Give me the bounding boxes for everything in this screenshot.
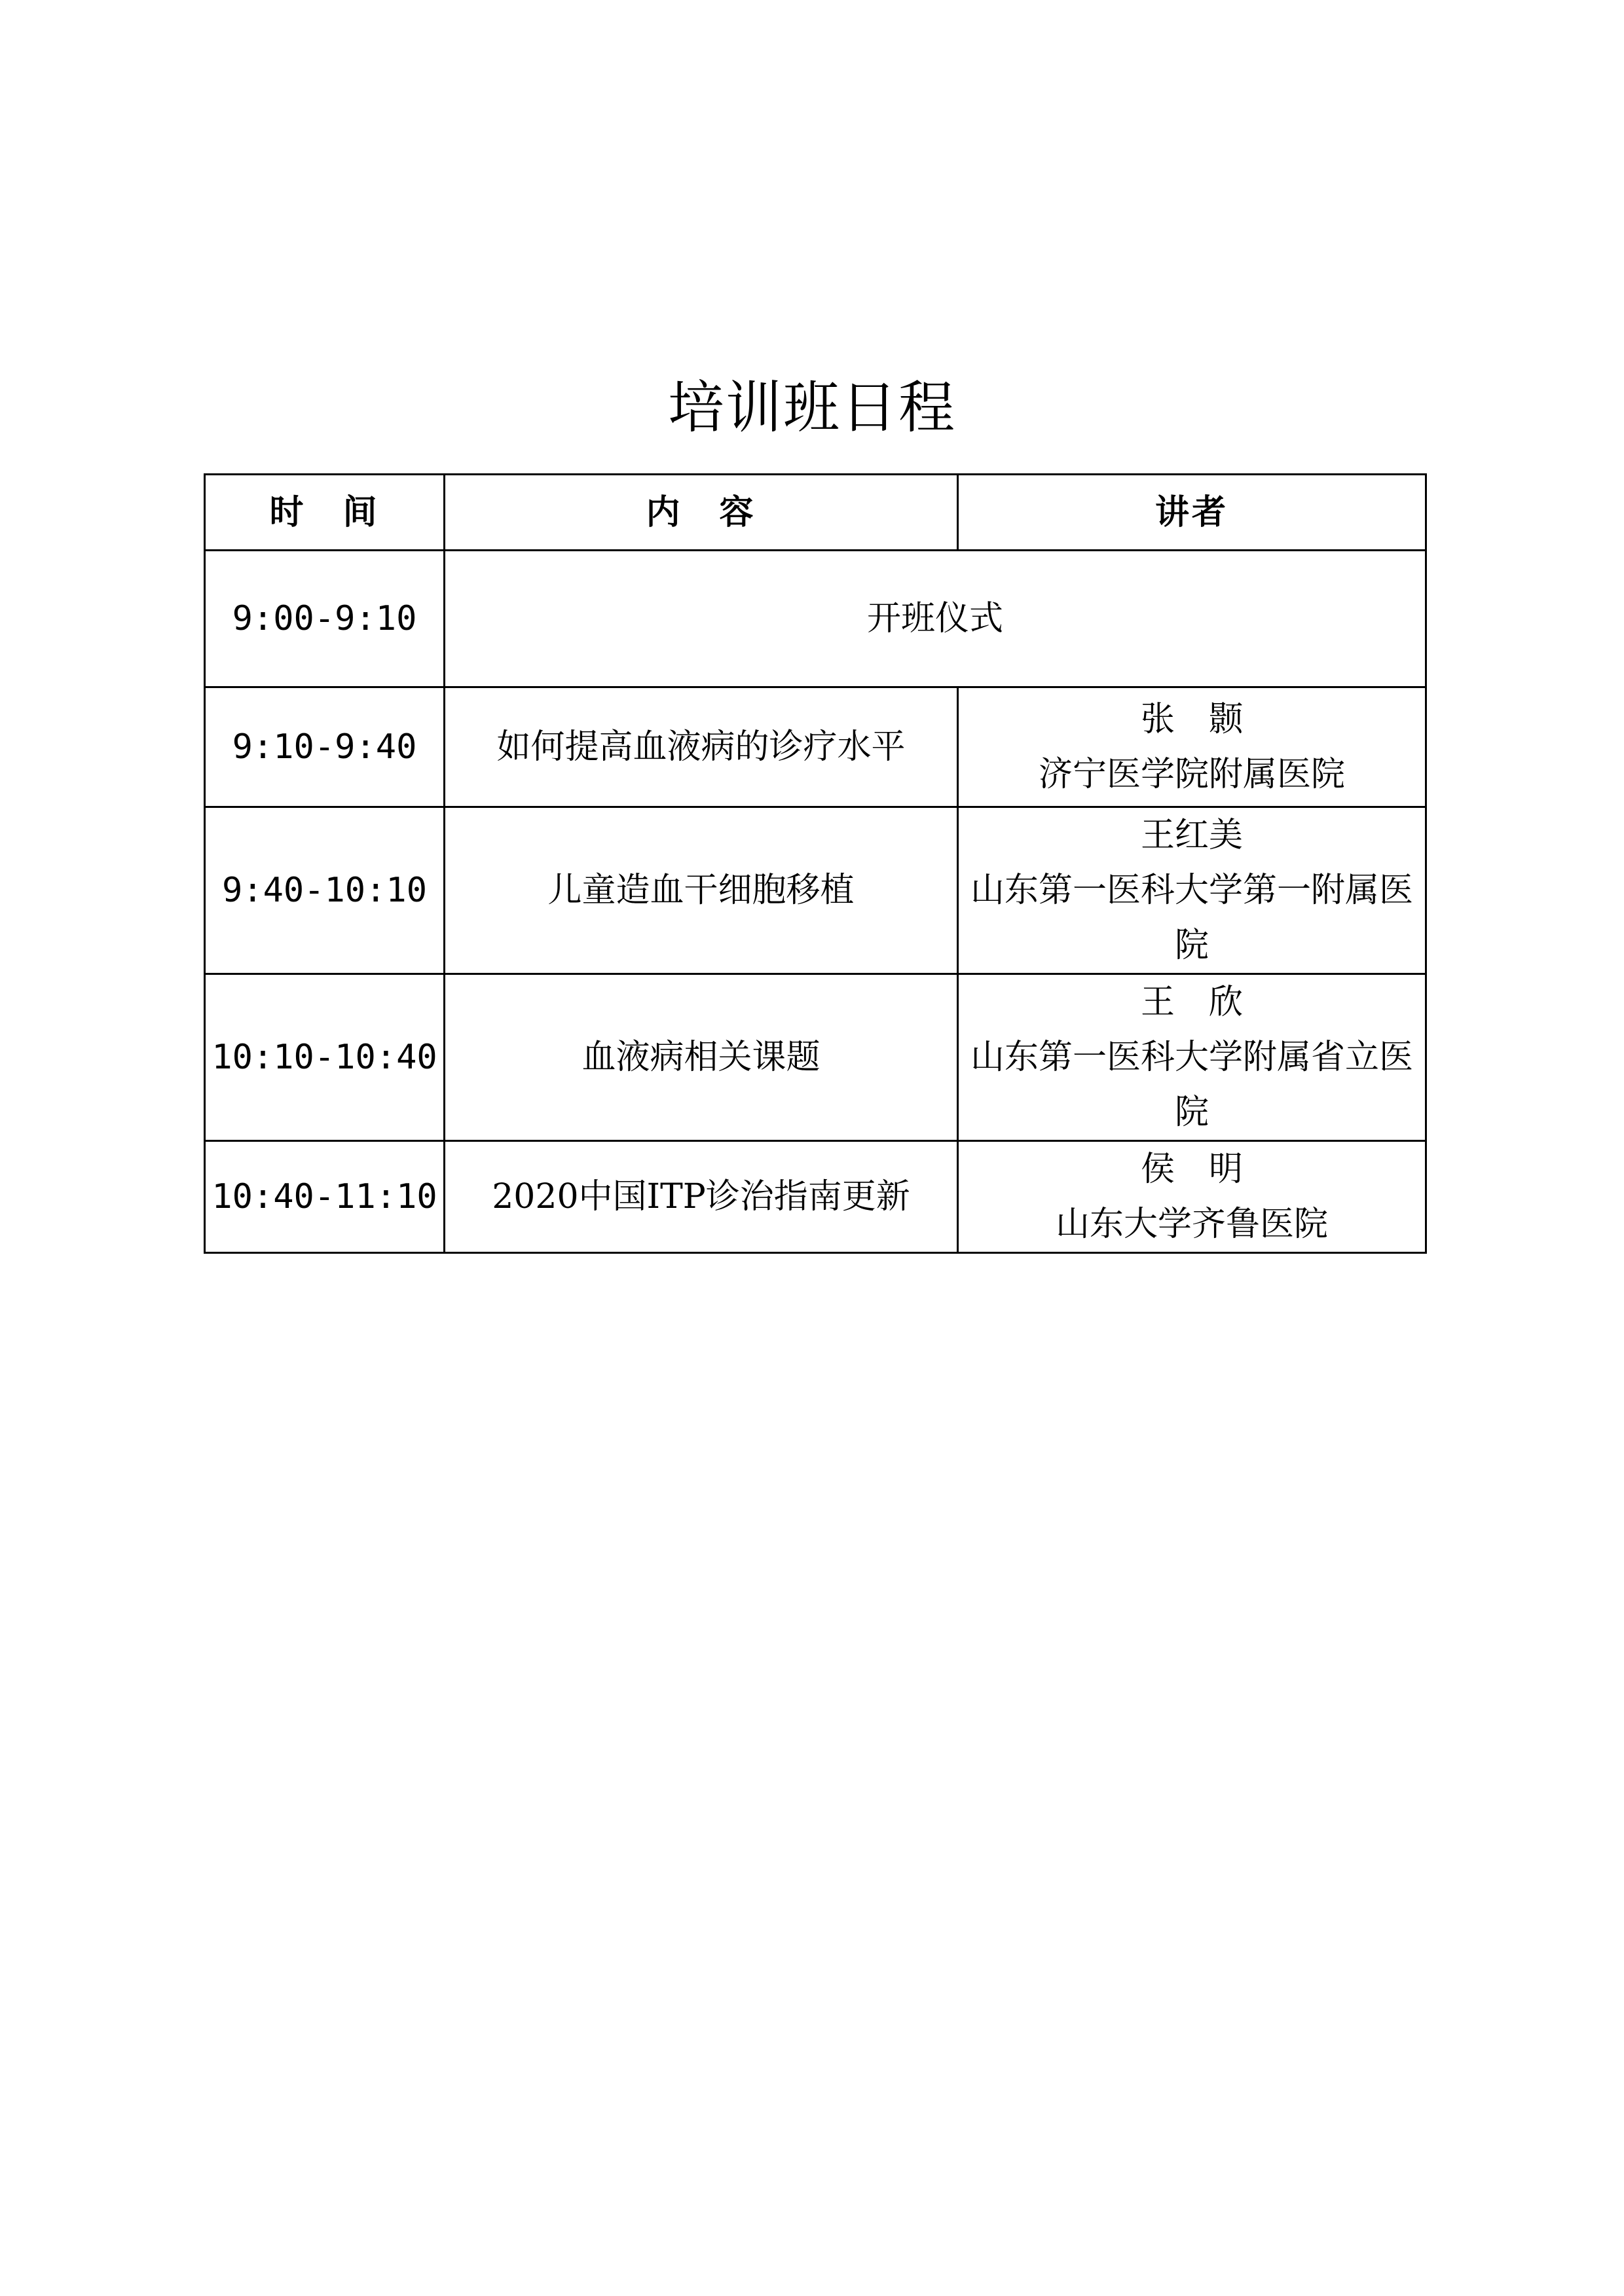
page-title: 培训班日程 [668,374,956,441]
time-cell: 9:00-9:10 [205,551,445,687]
speaker-org: 山东大学齐鲁医院 [1055,1205,1328,1244]
schedule-table [204,473,1427,1254]
table-row-opening [205,551,1426,687]
content-cell: 如何提高血液病的诊疗水平 [445,687,958,807]
speaker-name: 侯 明 [1140,1150,1243,1189]
time-cell: 10:10-10:40 [205,974,445,1141]
speaker-name: 王红美 [1140,816,1243,855]
content-cell: 血液病相关课题 [445,974,958,1141]
table-row [205,974,1426,1141]
speaker-org: 山东第一医科大学第一附属医院 [970,871,1413,965]
speaker-name: 王 欣 [1140,983,1243,1022]
header-content: 内 容 [445,475,958,551]
time-cell: 10:40-11:10 [205,1141,445,1253]
table-header-row [205,475,1426,551]
time-cell: 9:40-10:10 [205,807,445,974]
content-cell: 2020中国ITP诊治指南更新 [445,1141,958,1253]
speaker-org: 山东第一医科大学附属省立医院 [970,1038,1413,1132]
header-time: 时 间 [205,475,445,551]
table-row [205,687,1426,807]
content-cell-opening: 开班仪式 [445,551,1426,687]
time-cell: 9:10-9:40 [205,687,445,807]
table-row [205,807,1426,974]
table-row [205,1141,1426,1253]
speaker-name: 张 颢 [1140,700,1243,739]
speaker-org: 济宁医学院附属医院 [1038,755,1345,794]
speaker-cell [958,974,1426,1141]
speaker-cell [958,1141,1426,1253]
header-speaker: 讲者 [958,475,1426,551]
content-cell: 儿童造血干细胞移植 [445,807,958,974]
speaker-cell [958,807,1426,974]
speaker-cell [958,687,1426,807]
